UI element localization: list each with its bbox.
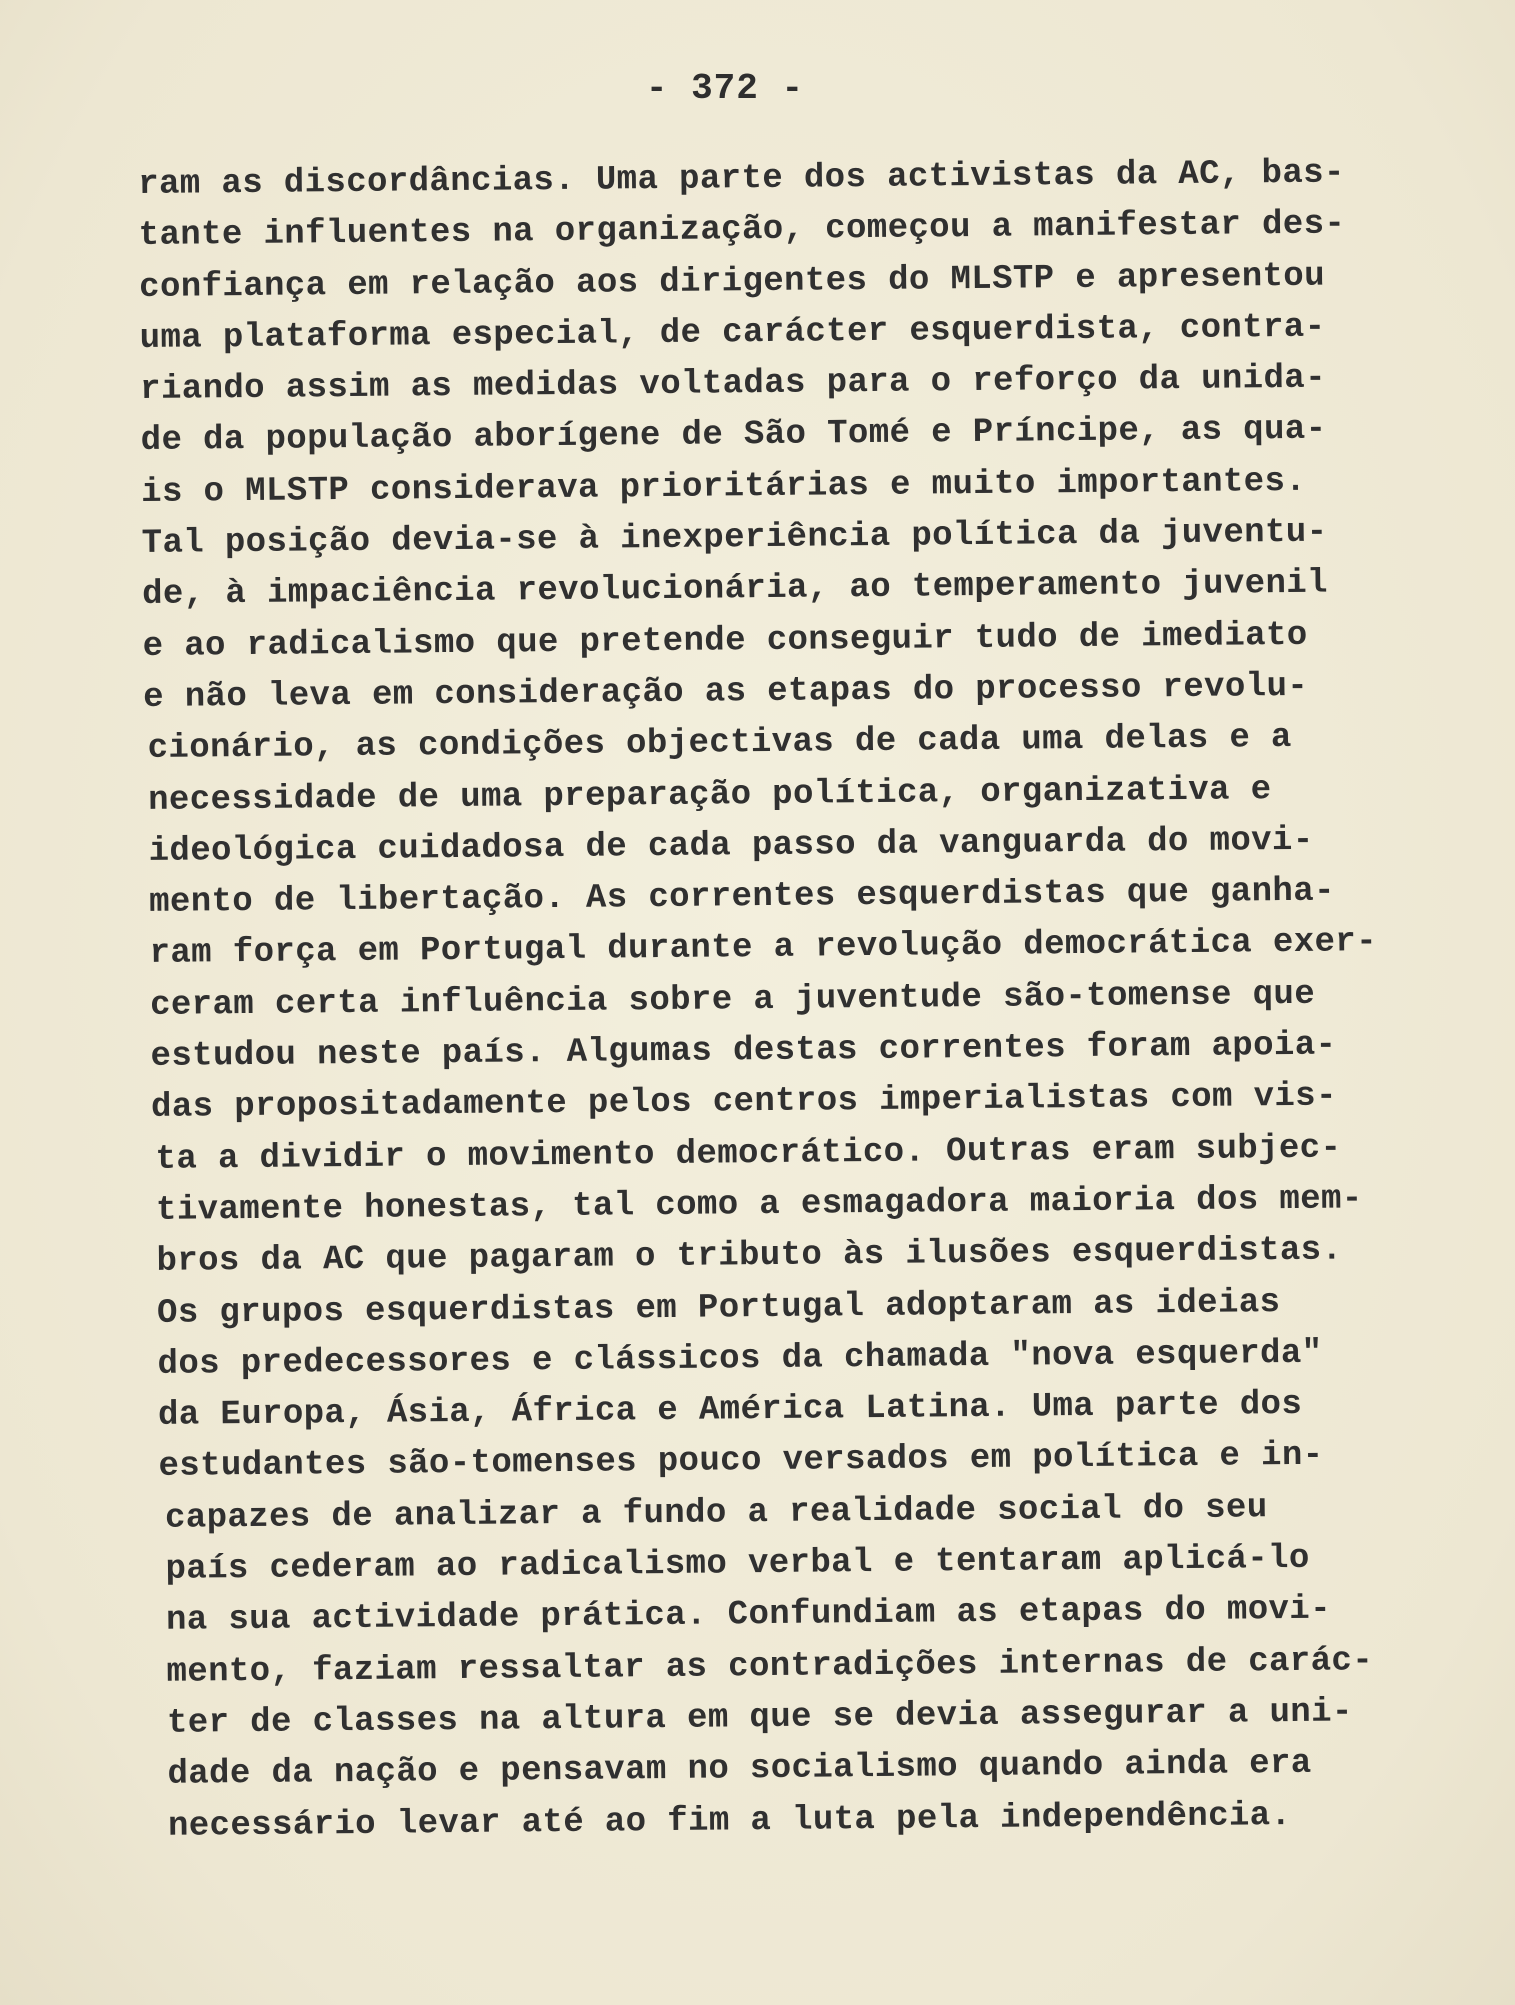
text-line: das propositadamente pelos centros imperialistas com vis- [150,1077,1338,1128]
text-line: estudantes são-tomenses pouco versados em política e in- [158,1437,1324,1487]
text-line: estudou neste país. Algumas destas correntes foram apoia- [150,1026,1337,1076]
text-line: necessário levar até ao fim a luta pela independência. [167,1796,1292,1846]
text-line: mento de libertação. As correntes esquerdistas que ganha- [148,872,1336,923]
body-text [138,148,1414,1853]
text-line: de da população aborígene de São Tomé e Príncipe, as qua- [140,411,1327,461]
text-line: uma plataforma especial, de carácter esquerdista, contra- [139,308,1326,358]
text-line: de, à impaciência revolucionária, ao temperamento juvenil [141,564,1329,615]
text-line: na sua actividade prática. Confundiam as etapas do movi- [165,1590,1332,1641]
text-line: bros da AC que pagaram o tributo às ilusões esquerdistas. [156,1231,1343,1282]
text-line: Tal posição devia-se à inexperiência política da juventu- [141,513,1328,564]
text-line: ram força em Portugal durante a revolução democrática exer- [149,923,1378,974]
text-line: ceram certa influência sobre a juventude são-tomense que [149,975,1316,1025]
text-line: da Europa, Ásia, África e América Latina. Uma parte dos [157,1386,1303,1435]
text-line: confiança em relação aos dirigentes do MLSTP e apresentou [139,257,1326,307]
text-line: país cederam ao radicalismo verbal e tentaram aplicá-lo [165,1539,1310,1589]
text-line: ter de classes na altura em que se devia assegurar a uni- [166,1693,1353,1743]
text-line: Os grupos esquerdistas em Portugal adoptaram as ideias [156,1283,1281,1333]
text-line: dos predecessores e clássicos da chamada "nova esquerda" [157,1334,1323,1384]
text-line: dade da nação e pensavam no socialismo quando ainda era [167,1745,1312,1794]
text-line: e ao radicalismo que pretende conseguir tudo de imediato [142,616,1308,666]
text-line: ta a dividir o movimento democrático. Outras eram subjec- [155,1129,1342,1179]
text-line: necessidade de uma preparação política, organizativa e [147,770,1272,820]
text-line: cionário, as condições objectivas de cada uma delas e a [147,719,1292,769]
text-line: tivamente honestas, tal como a esmagadora maioria dos mem- [155,1180,1363,1230]
text-line: ideológica cuidadosa de cada passo da vanguarda do movi- [148,821,1314,871]
text-line: capazes de analizar a fundo a realidade social do seu [164,1488,1268,1538]
text-line: e não leva em consideração as etapas do processo revolu- [142,667,1309,717]
text-line: tante influentes na organização, começou a manifestar des- [138,205,1346,256]
text-line: riando assim as medidas voltadas para o reforço da unida- [140,359,1327,410]
text-line: ram as discordâncias. Uma parte dos activistas da AC, bas- [138,154,1345,204]
page-number: - 372 - [645,68,805,109]
text-line: mento, faziam ressaltar as contradições internas de carác- [166,1641,1374,1692]
text-line: is o MLSTP considerava prioritárias e muito importantes. [141,462,1307,512]
